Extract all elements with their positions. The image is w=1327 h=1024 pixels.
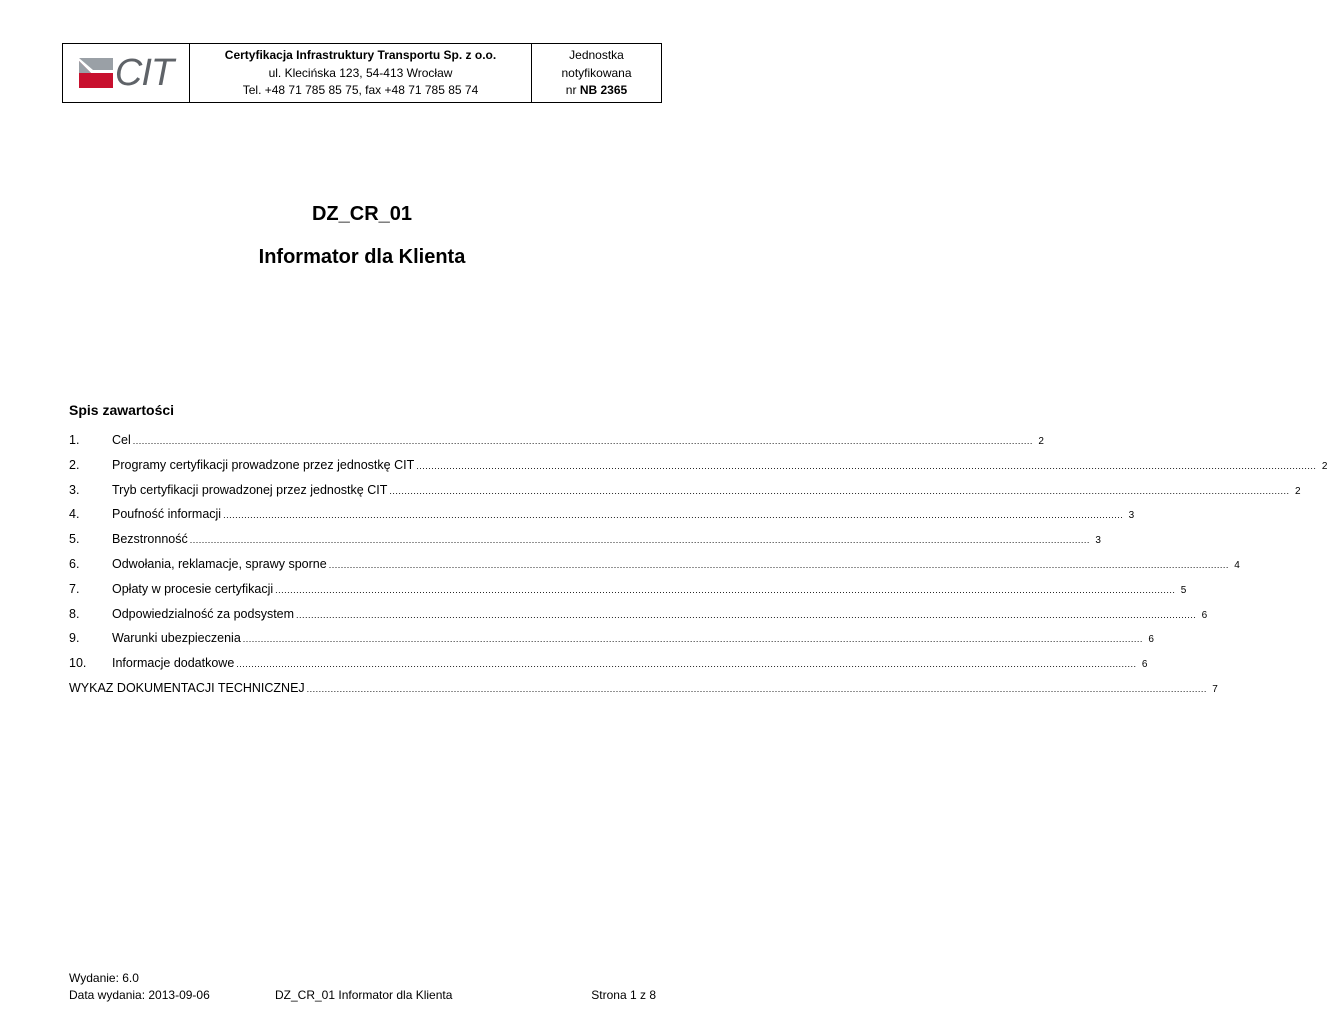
document-code: DZ_CR_01 xyxy=(311,203,413,225)
toc-entry-label: Informacje dodatkowe xyxy=(112,656,235,671)
toc-entry-number: 5. xyxy=(69,532,80,547)
cit-logo-mark-icon xyxy=(79,58,113,88)
toc-entry-number: 2. xyxy=(69,457,80,472)
footer-page-info: Strona 1 z 8 xyxy=(591,988,656,1002)
notified-prefix: nr xyxy=(565,83,577,97)
toc-dot-leader: ............................................................................................................................................................................................................................................................................................................ xyxy=(132,436,1033,446)
toc-entry[interactable] xyxy=(69,457,1327,483)
toc-entry-number: 7. xyxy=(69,581,80,596)
company-name: Certyfikacja Infrastruktury Transportu Sp. z o.o. xyxy=(224,48,497,62)
footer-edition: Wydanie: 6.0 xyxy=(69,971,139,985)
toc-entry[interactable] xyxy=(69,532,1101,557)
toc-entry-number: 9. xyxy=(69,631,80,646)
toc-entry[interactable] xyxy=(69,581,1187,607)
toc-entry-page: 6 xyxy=(1148,634,1154,646)
toc-entry-label: Warunki ubezpieczenia xyxy=(112,631,241,646)
toc-entry-label: Cel xyxy=(112,433,131,447)
toc-heading: Spis zawartości xyxy=(69,402,175,418)
footer-doc-ref: DZ_CR_01 Informator dla Klienta xyxy=(275,988,453,1002)
toc-entry-label: Odpowiedzialność za podsystem xyxy=(112,606,295,621)
toc-entry-label: Poufność informacji xyxy=(112,507,222,522)
toc-entry-page: 3 xyxy=(1095,535,1101,547)
notified-line-1: Jednostka xyxy=(569,48,624,62)
company-phone-fax: Tel. +48 71 785 85 75, fax +48 71 785 85 74 xyxy=(242,83,479,97)
toc-entry-label: Opłaty w procesie certyfikacji xyxy=(112,581,274,596)
toc-entry-page: 2 xyxy=(1038,436,1044,447)
company-info xyxy=(190,44,532,102)
toc-dot-leader: ............................................................................................................................................................................................................................................................................................................ xyxy=(416,460,1317,471)
company-address: ul. Klecińska 123, 54-413 Wrocław xyxy=(268,65,453,80)
toc-entry-label: WYKAZ DOKUMENTACJI TECHNICZNEJ xyxy=(69,680,305,695)
toc-entry-label: Tryb certyfikacji prowadzonej przez jednostkę CIT xyxy=(112,482,388,497)
footer-line-1 xyxy=(69,971,656,988)
page-footer xyxy=(69,971,656,1005)
notified-line-3 xyxy=(532,82,661,100)
toc-entry-number: 3. xyxy=(69,482,80,497)
toc-dot-leader: ............................................................................................................................................................................................................................................................................................................ xyxy=(328,559,1229,570)
toc-entry[interactable] xyxy=(69,606,1208,632)
header-table xyxy=(62,43,662,103)
toc-dot-leader: ............................................................................................................................................................................................................................................................................................................ xyxy=(389,485,1290,496)
toc-entry[interactable] xyxy=(69,433,1044,458)
document-title: Informator dla Klienta xyxy=(258,246,466,268)
toc-entry[interactable] xyxy=(69,656,1148,681)
toc-entry-page: 7 xyxy=(1212,683,1218,695)
toc-entry[interactable] xyxy=(69,556,1240,582)
toc-entry[interactable] xyxy=(69,482,1301,508)
toc-dot-leader: ............................................................................................................................................................................................................................................................................................................ xyxy=(242,634,1143,645)
toc-entry[interactable] xyxy=(69,631,1154,656)
toc-entry-label: Bezstronność xyxy=(112,532,188,547)
toc-entry[interactable] xyxy=(69,507,1135,532)
toc-entry-page: 3 xyxy=(1128,510,1135,522)
toc-dot-leader: ............................................................................................................................................................................................................................................................................................................ xyxy=(296,609,1197,620)
toc-dot-leader: ............................................................................................................................................................................................................................................................................................................ xyxy=(236,659,1137,670)
toc-dot-leader: ............................................................................................................................................................................................................................................................................................................ xyxy=(223,510,1124,521)
toc-dot-leader: ............................................................................................................................................................................................................................................................................................................ xyxy=(306,683,1207,694)
table-of-contents xyxy=(69,433,1327,706)
footer-line-2 xyxy=(69,988,656,1005)
toc-entry-page: 2 xyxy=(1321,460,1327,472)
company-logo xyxy=(63,44,190,102)
toc-entry-number: 4. xyxy=(69,507,80,522)
toc-entry-number: 1. xyxy=(69,433,80,447)
notified-body-info xyxy=(532,44,661,102)
toc-entry[interactable] xyxy=(69,680,1218,706)
toc-entry-number: 8. xyxy=(69,606,80,621)
toc-entry-page: 5 xyxy=(1180,584,1187,596)
toc-entry-label: Programy certyfikacji prowadzone przez jednostkę CIT xyxy=(112,457,415,472)
logo-text: CIT xyxy=(114,51,174,94)
toc-entry-page: 6 xyxy=(1201,609,1208,621)
toc-dot-leader: ............................................................................................................................................................................................................................................................................................................ xyxy=(275,584,1176,595)
toc-entry-page: 6 xyxy=(1141,659,1148,671)
footer-issue-date: Data wydania: 2013-09-06 xyxy=(69,988,210,1002)
toc-entry-page: 2 xyxy=(1294,485,1301,497)
notified-line-2: notyfikowana xyxy=(561,65,632,80)
toc-dot-leader: ............................................................................................................................................................................................................................................................................................................ xyxy=(189,535,1090,546)
toc-entry-label: Odwołania, reklamacje, sprawy sporne xyxy=(112,556,327,571)
notified-number: NB 2365 xyxy=(579,83,628,97)
toc-entry-number: 10. xyxy=(69,656,87,671)
toc-entry-page: 4 xyxy=(1234,559,1240,571)
toc-entry-number: 6. xyxy=(69,556,80,571)
